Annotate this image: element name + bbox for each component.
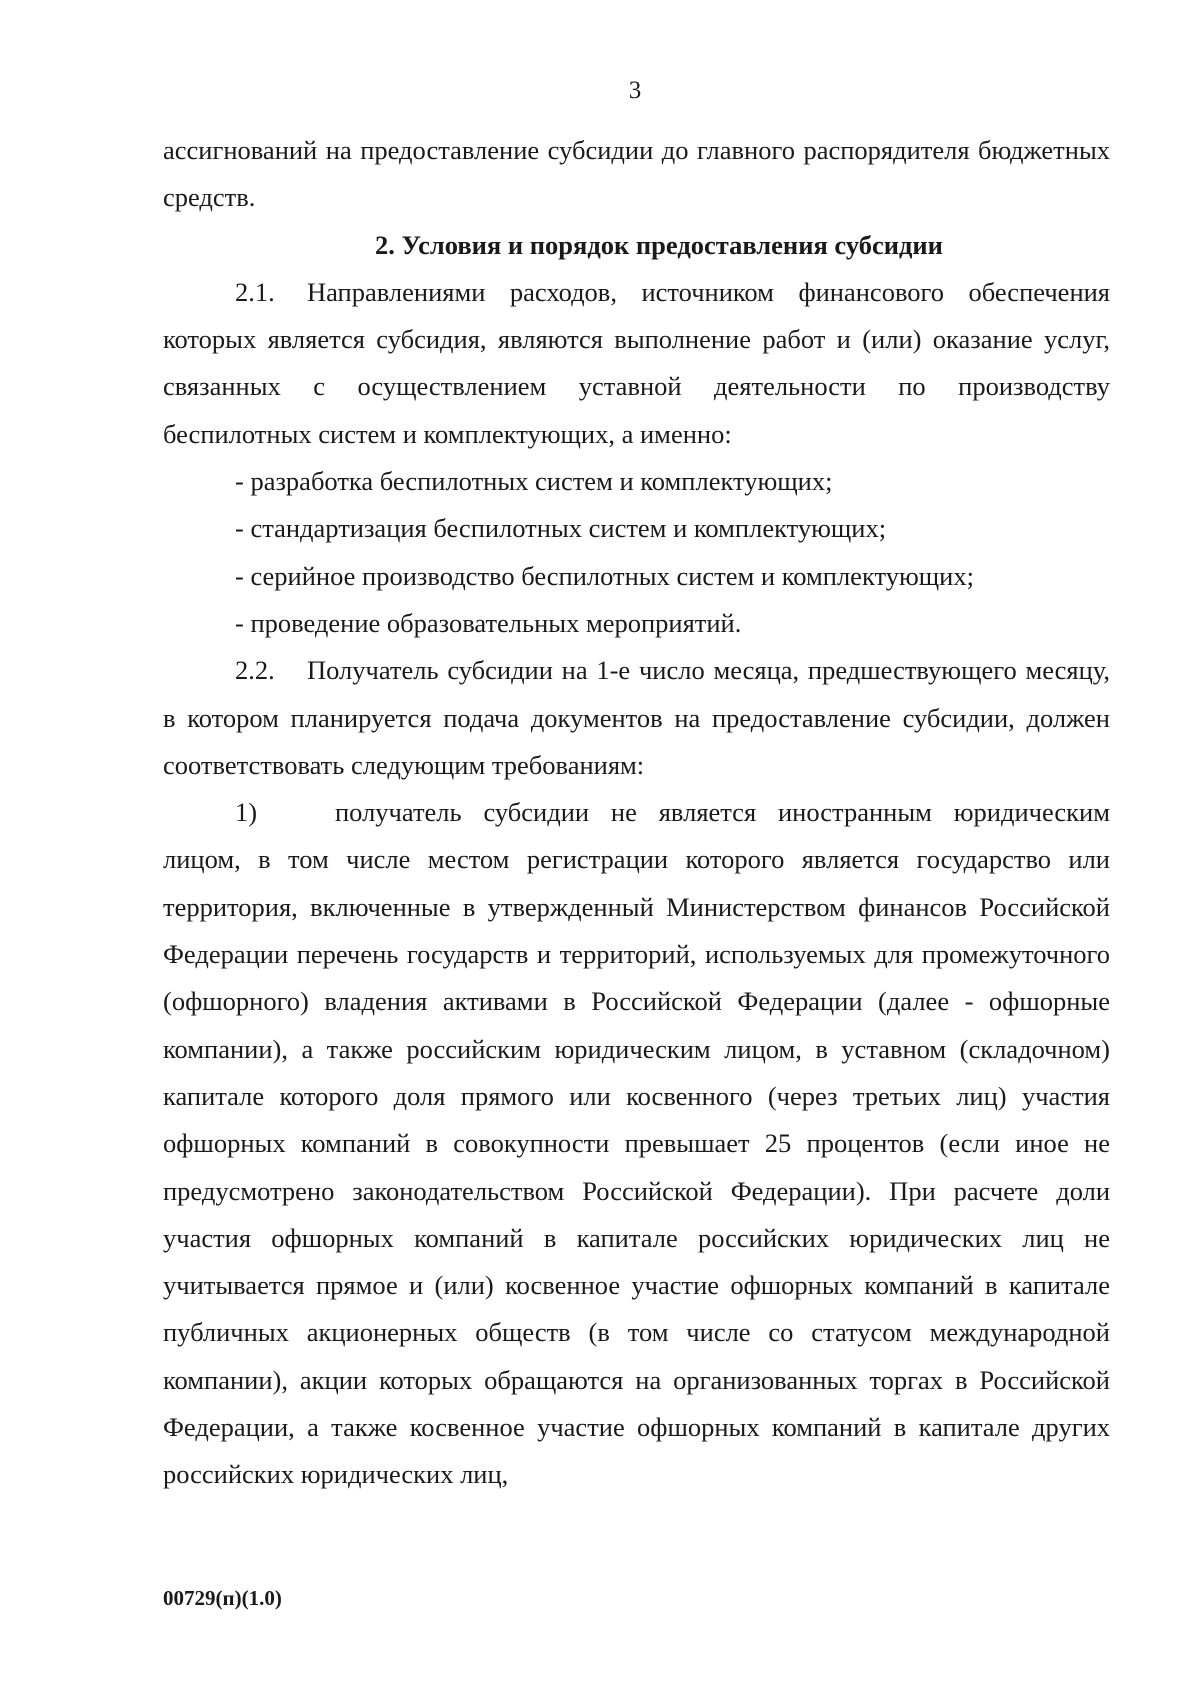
list-item: - стандартизация беспилотных систем и комплектующих; <box>235 513 887 544</box>
paragraph-item-1 <box>163 789 1110 1498</box>
paragraph-text: Получатель субсидии на 1-е число месяца, предшествующего месяцу, в котором планируется подача документов на предоставление субсидии, должен соответствовать следующим требованиям: <box>163 655 1110 780</box>
paragraph-number: 1) <box>235 797 258 828</box>
paragraph-2-1 <box>163 269 1110 458</box>
list-item: - проведение образовательных мероприятий. <box>235 607 742 638</box>
paragraph-number: 2.2. <box>235 655 275 686</box>
list-item: - серийное производство беспилотных систем и комплектующих; <box>235 560 974 591</box>
paragraph-text: получатель субсидии не является иностранным юридическим лицом, в том числе местом регистрации которого является государство или территория, включенные в утвержденный Министерством финансов Российской Федерации перечень государств и территорий, используемых для промежуточного (офшорного) владения активами в Российской Федерации (далее - офшорные компании), а также российским юридическим лицом, в уставном (складочном) капитале которого доля прямого или косвенного (через третьих лиц) участия офшорных компаний в совокупности превышает 25 процентов (если иное не предусмотрено законодательством Российской Федерации). При расчете доли участия офшорных компаний в капитале российских юридических лиц не учитывается прямое и (или) косвенное участие офшорных компаний в капитале публичных акционерных обществ (в том числе со статусом международной компании), акции которых обращаются на организованных торгах в Российской Федерации, а также косвенное участие офшорных компаний в капитале других российских юридических лиц, <box>163 797 1110 1490</box>
paragraph-2-2 <box>163 647 1110 789</box>
document-code: 00729(п)(1.0) <box>163 1586 282 1610</box>
paragraph-number: 2.1. <box>235 276 275 307</box>
paragraph-text: Направлениями расходов, источником финансового обеспечения которых является субсидия, являются выполнение работ и (или) оказание услуг, связанных с осуществлением уставной деятельности по производству беспилотных систем и комплектующих, а именно: <box>163 276 1110 449</box>
page-number: 3 <box>628 77 642 104</box>
section-heading: 2. Условия и порядок предоставления субсидии <box>375 229 943 260</box>
list-item: - разработка беспилотных систем и комплектующих; <box>235 466 833 497</box>
paragraph-intro-continuation: ассигнований на предоставление субсидии до главного распорядителя бюджетных средств. <box>163 135 1110 213</box>
document-body <box>163 127 1110 1499</box>
